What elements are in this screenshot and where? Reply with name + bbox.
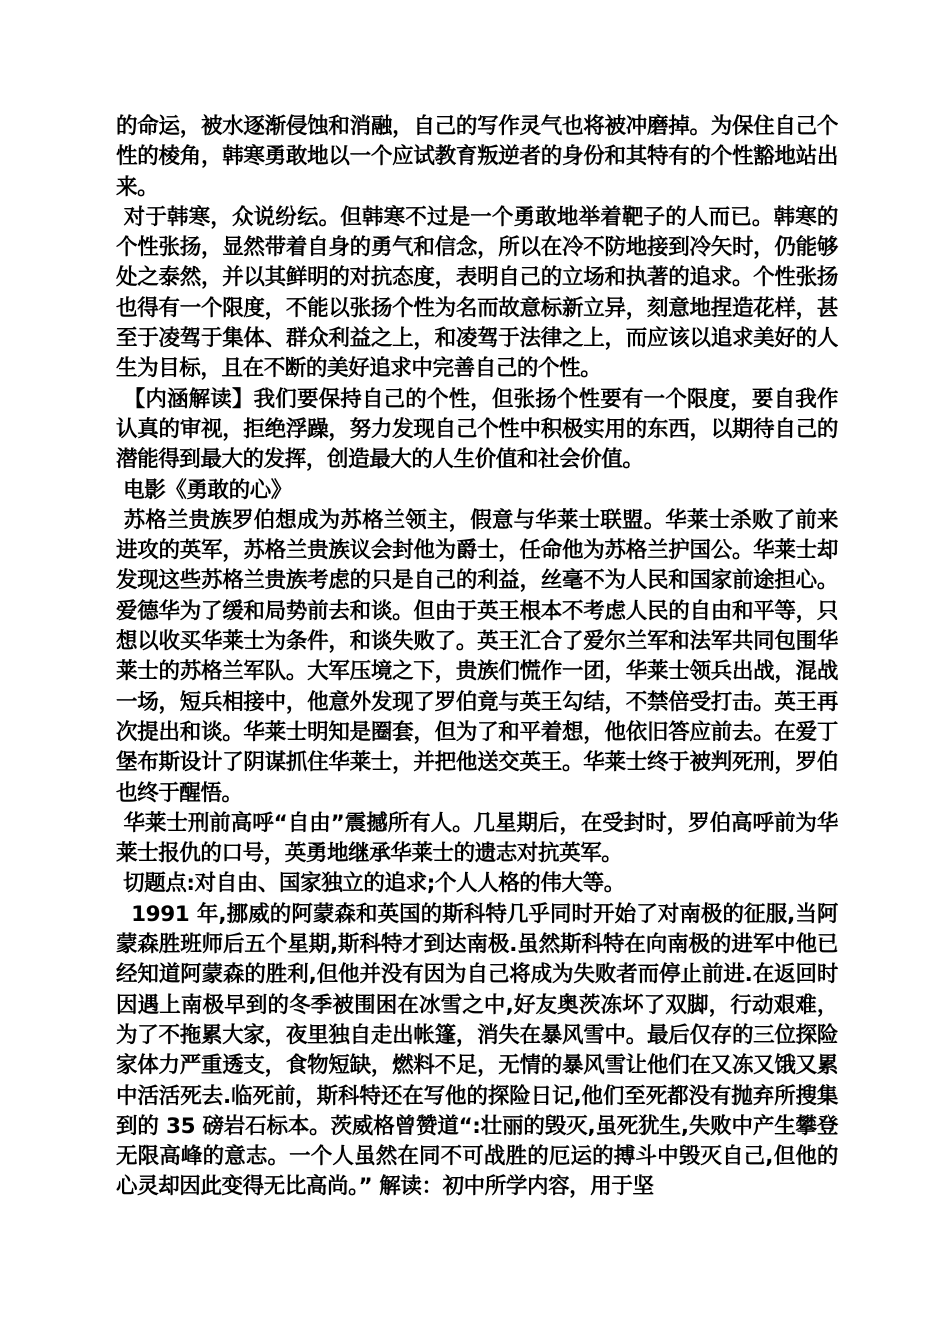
- paragraph-hanhan-opinion: 对于韩寒，众说纷纭。但韩寒不过是一个勇敢地举着靶子的人而已。韩寒的个性张扬，显然带着自身的勇气和信念，所以在冷不防地接到冷矢时，仍能够处之泰然，并以其鲜明的对抗态度，表明自己的立场和执著的追求。个性张扬也得有一个限度，不能以张扬个性为名而故意标新立异，刻意地捏造花样，甚至于凌驾于集体、群众利益之上，和凌驾于法律之上，而应该以追求美好的人生为目标，且在不断的美好追求中完善自己的个性。: [116, 204, 838, 382]
- paragraph-interpretation: 【内涵解读】我们要保持自己的个性，但张扬个性要有一个限度，要自我作认真的审视，拒绝浮躁，努力发现自己个性中积极实用的东西，以期待自己的潜能得到最大的发挥，创造最大的人生价值和社会价值。: [116, 386, 838, 473]
- paragraph-topic-points: 切题点:对自由、国家独立的追求;个人人格的伟大等。: [116, 871, 625, 897]
- paragraph-movie-ending: 华莱士刑前高呼“自由”震撼所有人。几星期后，在受封时，罗伯高呼前为华莱士报仇的口号，英勇地继承华莱士的遗志对抗英军。: [116, 810, 838, 867]
- paragraph-movie-plot: 苏格兰贵族罗伯想成为苏格兰领主，假意与华莱士联盟。华莱士杀败了前来进攻的英军，苏格兰贵族议会封他为爵士，任命他为苏格兰护国公。华莱士却发现这些苏格兰贵族考虑的只是自己的利益，丝毫不为人民和国家前途担心。爱德华为了缓和局势前去和谈。但由于英王根本不考虑人民的自由和平等，只想以收买华莱士为条件，和谈失败了。英王汇合了爱尔兰军和法军共同包围华莱士的苏格兰军队。大军压境之下，贵族们慌作一团，华莱士领兵出战，混战一场，短兵相接中，他意外发现了罗伯竟与英王勾结，不禁倍受打击。英王再次提出和谈。华莱士明知是圈套，但为了和平着想，他依旧答应前去。在爱丁堡布斯设计了阴谋抓住华莱士，并把他送交英王。华莱士终于被判死刑，罗伯也终于醒悟。: [116, 507, 838, 806]
- document-body: [116, 112, 838, 1203]
- paragraph-antarctic-story: 1991 年,挪威的阿蒙森和英国的斯科特几乎同时开始了对南极的征服,当阿蒙森胜班师后五个星期,斯科特才到达南极.虽然斯科特在向南极的进军中他已经知道阿蒙森的胜利,但他并没有因为自己将成为失败者而停止前进.在返回时因遇上南极早到的冬季被围困在冰雪之中,好友奥茨冻坏了双脚，行动艰难，为了不拖累大家，夜里独自走出帐篷，消失在暴风雪中。最后仅存的三位探险家体力严重透支，食物短缺，燃料不足，无情的暴风雪让他们在又冻又饿又累中活活死去.临死前，斯科特还在写他的探险日记,他们至死都没有抛弃所搜集到的 35 磅岩石标本。茨威格曾赞道“:壮丽的毁灭,虽死犹生,失败中产生攀登无限高峰的意志。一个人虽然在同不可战胜的厄运的搏斗中毁灭自己,但他的心灵却因此变得无比高尚。” 解读：初中所学内容，用于坚: [116, 901, 839, 1200]
- paragraph-hanhan-intro: 的命运，被水逐渐侵蚀和消融，自己的写作灵气也将被冲磨掉。为保住自己个性的棱角，韩寒勇敢地以一个应试教育叛逆者的身份和其特有的个性豁地站出来。: [116, 114, 838, 200]
- paragraph-movie-title: 电影《勇敢的心》: [116, 477, 292, 503]
